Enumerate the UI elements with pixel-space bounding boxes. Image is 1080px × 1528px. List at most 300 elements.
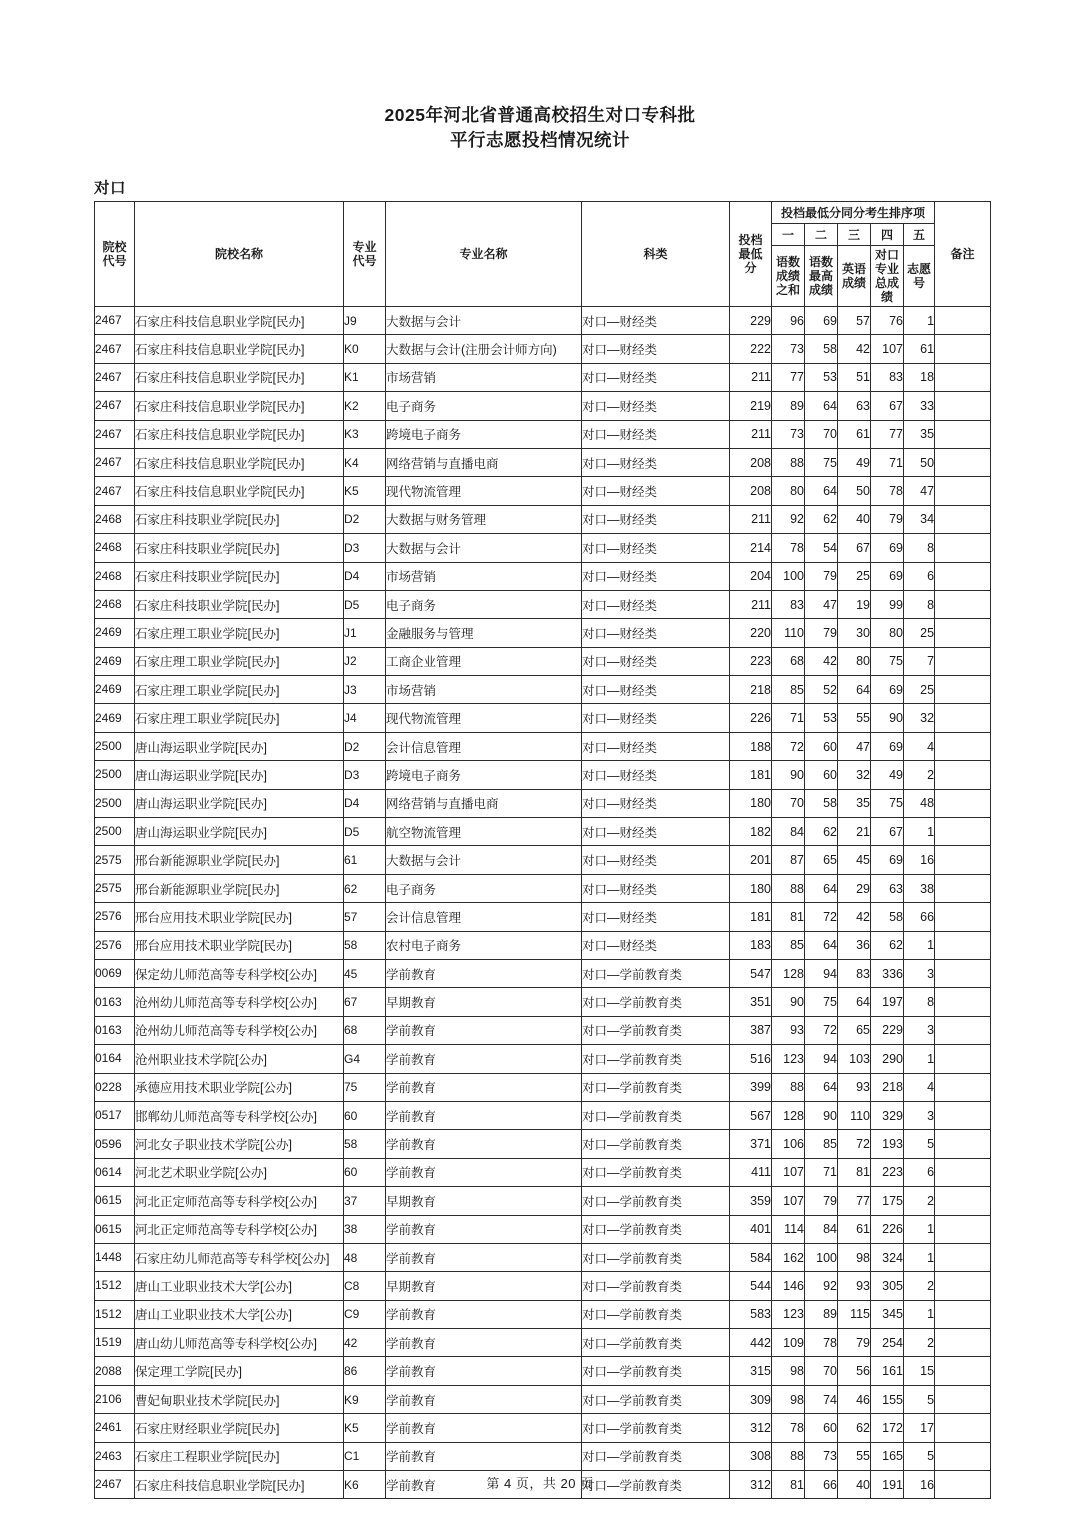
cell-school-name: 石家庄理工职业学院[民办]	[135, 647, 344, 675]
cell-major-name: 大数据与会计	[386, 307, 582, 335]
table-row	[95, 903, 991, 931]
cell-rank-3: 64	[838, 988, 871, 1016]
cell-category: 对口—学前教育类	[582, 1101, 730, 1129]
cell-rank-1: 107	[772, 1158, 805, 1186]
th-rank-1-label: 语数成绩之和	[772, 246, 805, 307]
cell-rank-3: 50	[838, 477, 871, 505]
cell-remark	[935, 761, 991, 789]
cell-rank-3: 55	[838, 1442, 871, 1470]
cell-rank-3: 93	[838, 1073, 871, 1101]
cell-remark	[935, 676, 991, 704]
cell-school-name: 河北正定师范高等专科学校[公办]	[135, 1215, 344, 1243]
cell-rank-2: 54	[805, 534, 838, 562]
cell-remark	[935, 1073, 991, 1101]
cell-rank-4: 329	[871, 1101, 904, 1129]
cell-rank-4: 67	[871, 392, 904, 420]
cell-rank-2: 94	[805, 1045, 838, 1073]
cell-remark	[935, 1187, 991, 1215]
cell-school-name: 石家庄科技职业学院[民办]	[135, 505, 344, 533]
cell-major-name: 学前教育	[386, 1101, 582, 1129]
cell-category: 对口—学前教育类	[582, 1329, 730, 1357]
cell-rank-4: 69	[871, 534, 904, 562]
cell-rank-3: 55	[838, 704, 871, 732]
cell-rank-4: 90	[871, 704, 904, 732]
cell-rank-4: 226	[871, 1215, 904, 1243]
cell-min-score: 544	[730, 1272, 772, 1300]
admission-statistics-table	[94, 201, 991, 1499]
cell-category: 对口—财经类	[582, 846, 730, 874]
cell-category: 对口—财经类	[582, 448, 730, 476]
cell-rank-5: 1	[904, 1243, 935, 1271]
cell-remark	[935, 1016, 991, 1044]
cell-school-code: 0615	[95, 1187, 135, 1215]
cell-major-code: J4	[344, 704, 386, 732]
th-school-code-l1: 院校	[102, 240, 127, 254]
cell-major-code: K4	[344, 448, 386, 476]
cell-min-score: 583	[730, 1300, 772, 1328]
th-school-code	[95, 202, 135, 307]
cell-remark	[935, 874, 991, 902]
cell-rank-4: 324	[871, 1243, 904, 1271]
cell-major-code: 45	[344, 959, 386, 987]
cell-min-score: 547	[730, 959, 772, 987]
cell-category: 对口—学前教育类	[582, 1272, 730, 1300]
cell-remark	[935, 647, 991, 675]
cell-remark	[935, 818, 991, 846]
cell-rank-1: 73	[772, 420, 805, 448]
cell-major-code: C8	[344, 1272, 386, 1300]
cell-rank-4: 77	[871, 420, 904, 448]
cell-rank-4: 165	[871, 1442, 904, 1470]
cell-major-code: J2	[344, 647, 386, 675]
cell-major-name: 学前教育	[386, 1073, 582, 1101]
cell-major-name: 学前教育	[386, 1016, 582, 1044]
cell-min-score: 220	[730, 619, 772, 647]
table-row	[95, 1329, 991, 1357]
cell-rank-3: 72	[838, 1130, 871, 1158]
cell-major-code: 38	[344, 1215, 386, 1243]
cell-major-code: D4	[344, 562, 386, 590]
cell-school-code: 2469	[95, 647, 135, 675]
cell-rank-2: 58	[805, 335, 838, 363]
cell-major-name: 学前教育	[386, 1045, 582, 1073]
cell-major-code: K3	[344, 420, 386, 448]
cell-rank-3: 56	[838, 1357, 871, 1385]
cell-major-name: 学前教育	[386, 1243, 582, 1271]
cell-rank-4: 155	[871, 1385, 904, 1413]
cell-min-score: 214	[730, 534, 772, 562]
cell-category: 对口—财经类	[582, 903, 730, 931]
cell-category: 对口—财经类	[582, 307, 730, 335]
cell-rank-2: 92	[805, 1272, 838, 1300]
cell-remark	[935, 1442, 991, 1470]
table-row	[95, 1187, 991, 1215]
cell-rank-4: 218	[871, 1073, 904, 1101]
cell-rank-1: 106	[772, 1130, 805, 1158]
cell-remark	[935, 1045, 991, 1073]
table-row	[95, 590, 991, 618]
cell-major-name: 网络营销与直播电商	[386, 448, 582, 476]
cell-rank-5: 5	[904, 1130, 935, 1158]
cell-school-name: 石家庄科技信息职业学院[民办]	[135, 363, 344, 391]
cell-major-name: 现代物流管理	[386, 704, 582, 732]
th-school-name: 院校名称	[135, 202, 344, 307]
cell-school-code: 2469	[95, 704, 135, 732]
cell-rank-4: 69	[871, 732, 904, 760]
table-row	[95, 1385, 991, 1413]
cell-major-name: 跨境电子商务	[386, 420, 582, 448]
cell-remark	[935, 903, 991, 931]
cell-rank-2: 60	[805, 1414, 838, 1442]
cell-major-name: 早期教育	[386, 1187, 582, 1215]
cell-major-code: C9	[344, 1300, 386, 1328]
th-min-score	[730, 202, 772, 307]
cell-rank-2: 47	[805, 590, 838, 618]
cell-major-name: 金融服务与管理	[386, 619, 582, 647]
table-row	[95, 1101, 991, 1129]
cell-rank-1: 85	[772, 931, 805, 959]
cell-rank-3: 103	[838, 1045, 871, 1073]
cell-rank-5: 3	[904, 959, 935, 987]
cell-rank-2: 69	[805, 307, 838, 335]
cell-rank-1: 128	[772, 1101, 805, 1129]
cell-school-name: 沧州职业技术学院[公办]	[135, 1045, 344, 1073]
cell-school-code: 2467	[95, 307, 135, 335]
th-rank-5-label: 志愿号	[904, 246, 935, 307]
cell-school-code: 2088	[95, 1357, 135, 1385]
cell-rank-3: 98	[838, 1243, 871, 1271]
cell-school-code: 2500	[95, 818, 135, 846]
cell-category: 对口—财经类	[582, 874, 730, 902]
cell-rank-1: 110	[772, 619, 805, 647]
cell-major-code: 68	[344, 1016, 386, 1044]
cell-rank-1: 90	[772, 988, 805, 1016]
cell-school-code: 2469	[95, 619, 135, 647]
table-row	[95, 789, 991, 817]
cell-category: 对口—财经类	[582, 619, 730, 647]
cell-rank-3: 32	[838, 761, 871, 789]
cell-category: 对口—学前教育类	[582, 1215, 730, 1243]
cell-min-score: 211	[730, 590, 772, 618]
cell-rank-3: 115	[838, 1300, 871, 1328]
cell-major-code: D2	[344, 732, 386, 760]
cell-rank-5: 6	[904, 1158, 935, 1186]
cell-rank-1: 87	[772, 846, 805, 874]
table-row	[95, 534, 991, 562]
cell-category: 对口—学前教育类	[582, 1187, 730, 1215]
cell-min-score: 229	[730, 307, 772, 335]
cell-major-code: D2	[344, 505, 386, 533]
cell-rank-4: 69	[871, 846, 904, 874]
cell-major-name: 早期教育	[386, 1272, 582, 1300]
cell-major-code: K5	[344, 1414, 386, 1442]
cell-school-name: 石家庄科技职业学院[民办]	[135, 590, 344, 618]
cell-min-score: 183	[730, 931, 772, 959]
cell-rank-2: 100	[805, 1243, 838, 1271]
cell-min-score: 180	[730, 874, 772, 902]
cell-major-code: 60	[344, 1158, 386, 1186]
cell-rank-1: 81	[772, 903, 805, 931]
cell-rank-1: 107	[772, 1187, 805, 1215]
cell-rank-3: 110	[838, 1101, 871, 1129]
cell-min-score: 181	[730, 761, 772, 789]
cell-rank-3: 57	[838, 307, 871, 335]
cell-rank-4: 49	[871, 761, 904, 789]
cell-remark	[935, 1414, 991, 1442]
cell-major-code: 75	[344, 1073, 386, 1101]
cell-rank-5: 1	[904, 931, 935, 959]
cell-rank-3: 51	[838, 363, 871, 391]
cell-major-code: D5	[344, 590, 386, 618]
cell-rank-1: 128	[772, 959, 805, 987]
cell-school-code: 2469	[95, 676, 135, 704]
cell-rank-1: 146	[772, 1272, 805, 1300]
cell-major-code: 60	[344, 1101, 386, 1129]
cell-category: 对口—财经类	[582, 818, 730, 846]
cell-school-code: 2500	[95, 761, 135, 789]
table-row	[95, 1045, 991, 1073]
cell-category: 对口—财经类	[582, 931, 730, 959]
cell-category: 对口—学前教育类	[582, 1385, 730, 1413]
cell-min-score: 211	[730, 420, 772, 448]
cell-school-name: 石家庄理工职业学院[民办]	[135, 619, 344, 647]
cell-school-name: 石家庄科技信息职业学院[民办]	[135, 1471, 344, 1499]
cell-remark	[935, 335, 991, 363]
cell-category: 对口—财经类	[582, 590, 730, 618]
cell-rank-3: 19	[838, 590, 871, 618]
cell-school-name: 石家庄财经职业学院[民办]	[135, 1414, 344, 1442]
cell-rank-4: 254	[871, 1329, 904, 1357]
table-row	[95, 363, 991, 391]
cell-school-name: 唐山工业职业技术大学[公办]	[135, 1272, 344, 1300]
cell-rank-4: 76	[871, 307, 904, 335]
cell-rank-2: 75	[805, 988, 838, 1016]
cell-major-name: 大数据与会计	[386, 534, 582, 562]
cell-min-score: 208	[730, 448, 772, 476]
cell-major-code: 37	[344, 1187, 386, 1215]
cell-min-score: 516	[730, 1045, 772, 1073]
cell-rank-3: 49	[838, 448, 871, 476]
table-row	[95, 732, 991, 760]
cell-remark	[935, 590, 991, 618]
cell-rank-2: 60	[805, 761, 838, 789]
cell-school-code: 0164	[95, 1045, 135, 1073]
cell-remark	[935, 448, 991, 476]
cell-rank-5: 66	[904, 903, 935, 931]
cell-school-name: 唐山海运职业学院[民办]	[135, 789, 344, 817]
table-row	[95, 988, 991, 1016]
cell-rank-5: 1	[904, 1045, 935, 1073]
cell-major-code: J1	[344, 619, 386, 647]
cell-remark	[935, 1357, 991, 1385]
cell-rank-4: 193	[871, 1130, 904, 1158]
cell-major-code: 42	[344, 1329, 386, 1357]
cell-major-code: 58	[344, 931, 386, 959]
cell-major-name: 学前教育	[386, 1442, 582, 1470]
cell-rank-1: 73	[772, 335, 805, 363]
cell-rank-5: 15	[904, 1357, 935, 1385]
cell-school-name: 石家庄科技信息职业学院[民办]	[135, 477, 344, 505]
cell-school-code: 2467	[95, 363, 135, 391]
cell-school-name: 邢台新能源职业学院[民办]	[135, 846, 344, 874]
cell-school-name: 邢台新能源职业学院[民办]	[135, 874, 344, 902]
cell-min-score: 442	[730, 1329, 772, 1357]
table-row	[95, 448, 991, 476]
cell-rank-5: 7	[904, 647, 935, 675]
th-rank-2-label: 语数最高成绩	[805, 246, 838, 307]
cell-category: 对口—财经类	[582, 392, 730, 420]
cell-rank-3: 62	[838, 1414, 871, 1442]
cell-category: 对口—财经类	[582, 562, 730, 590]
cell-rank-5: 8	[904, 988, 935, 1016]
cell-category: 对口—财经类	[582, 505, 730, 533]
table-row	[95, 505, 991, 533]
th-major-code-l1: 专业	[352, 240, 377, 254]
cell-remark	[935, 704, 991, 732]
cell-remark	[935, 1130, 991, 1158]
cell-min-score: 182	[730, 818, 772, 846]
cell-rank-3: 30	[838, 619, 871, 647]
cell-rank-4: 336	[871, 959, 904, 987]
cell-rank-5: 8	[904, 534, 935, 562]
cell-major-name: 大数据与财务管理	[386, 505, 582, 533]
cell-rank-3: 29	[838, 874, 871, 902]
cell-major-code: D4	[344, 789, 386, 817]
cell-rank-2: 84	[805, 1215, 838, 1243]
cell-school-name: 石家庄科技信息职业学院[民办]	[135, 448, 344, 476]
cell-remark	[935, 789, 991, 817]
cell-min-score: 399	[730, 1073, 772, 1101]
cell-min-score: 218	[730, 676, 772, 704]
cell-category: 对口—学前教育类	[582, 1243, 730, 1271]
cell-school-name: 石家庄科技职业学院[民办]	[135, 562, 344, 590]
cell-major-code: 86	[344, 1357, 386, 1385]
cell-rank-4: 305	[871, 1272, 904, 1300]
cell-school-code: 1519	[95, 1329, 135, 1357]
cell-rank-3: 79	[838, 1329, 871, 1357]
cell-school-name: 石家庄幼儿师范高等专科学校[公办]	[135, 1243, 344, 1271]
cell-category: 对口—财经类	[582, 732, 730, 760]
table-row	[95, 1073, 991, 1101]
cell-category: 对口—学前教育类	[582, 959, 730, 987]
cell-major-name: 学前教育	[386, 1414, 582, 1442]
cell-school-code: 2467	[95, 392, 135, 420]
cell-rank-5: 2	[904, 1272, 935, 1300]
cell-category: 对口—学前教育类	[582, 1471, 730, 1499]
cell-school-name: 石家庄理工职业学院[民办]	[135, 676, 344, 704]
cell-school-name: 唐山海运职业学院[民办]	[135, 761, 344, 789]
cell-min-score: 567	[730, 1101, 772, 1129]
cell-school-code: 2468	[95, 562, 135, 590]
cell-rank-2: 42	[805, 647, 838, 675]
cell-school-code: 2461	[95, 1414, 135, 1442]
cell-category: 对口—学前教育类	[582, 1130, 730, 1158]
cell-school-code: 2467	[95, 1471, 135, 1499]
cell-major-name: 学前教育	[386, 1158, 582, 1186]
cell-major-name: 早期教育	[386, 988, 582, 1016]
cell-rank-4: 83	[871, 363, 904, 391]
cell-remark	[935, 732, 991, 760]
cell-school-code: 2467	[95, 477, 135, 505]
table-row	[95, 676, 991, 704]
cell-school-name: 河北女子职业技术学院[公办]	[135, 1130, 344, 1158]
cell-remark	[935, 846, 991, 874]
cell-rank-2: 89	[805, 1300, 838, 1328]
th-remark: 备注	[935, 202, 991, 307]
cell-rank-5: 34	[904, 505, 935, 533]
cell-major-name: 大数据与会计	[386, 846, 582, 874]
cell-major-code: K6	[344, 1471, 386, 1499]
table-row	[95, 1158, 991, 1186]
cell-rank-5: 50	[904, 448, 935, 476]
cell-major-name: 学前教育	[386, 1385, 582, 1413]
cell-rank-1: 89	[772, 392, 805, 420]
cell-rank-3: 61	[838, 420, 871, 448]
cell-school-code: 2468	[95, 534, 135, 562]
cell-rank-1: 71	[772, 704, 805, 732]
cell-rank-5: 3	[904, 1016, 935, 1044]
cell-major-name: 网络营销与直播电商	[386, 789, 582, 817]
cell-school-name: 沧州幼儿师范高等专科学校[公办]	[135, 1016, 344, 1044]
cell-category: 对口—学前教育类	[582, 1442, 730, 1470]
cell-rank-4: 107	[871, 335, 904, 363]
cell-school-code: 1512	[95, 1300, 135, 1328]
cell-school-name: 石家庄工程职业学院[民办]	[135, 1442, 344, 1470]
cell-rank-2: 72	[805, 903, 838, 931]
cell-rank-5: 32	[904, 704, 935, 732]
cell-category: 对口—财经类	[582, 534, 730, 562]
cell-major-code: J9	[344, 307, 386, 335]
cell-rank-3: 46	[838, 1385, 871, 1413]
cell-rank-4: 175	[871, 1187, 904, 1215]
cell-rank-3: 61	[838, 1215, 871, 1243]
cell-remark	[935, 1272, 991, 1300]
cell-rank-3: 40	[838, 505, 871, 533]
cell-rank-4: 345	[871, 1300, 904, 1328]
cell-school-name: 石家庄科技信息职业学院[民办]	[135, 392, 344, 420]
cell-rank-3: 67	[838, 534, 871, 562]
cell-rank-2: 64	[805, 1073, 838, 1101]
cell-rank-2: 94	[805, 959, 838, 987]
cell-school-code: 0596	[95, 1130, 135, 1158]
cell-remark	[935, 307, 991, 335]
cell-category: 对口—学前教育类	[582, 1414, 730, 1442]
cell-school-code: 2106	[95, 1385, 135, 1413]
cell-remark	[935, 619, 991, 647]
cell-rank-2: 70	[805, 420, 838, 448]
cell-min-score: 315	[730, 1357, 772, 1385]
cell-rank-3: 36	[838, 931, 871, 959]
cell-major-code: K1	[344, 363, 386, 391]
cell-school-name: 保定幼儿师范高等专科学校[公办]	[135, 959, 344, 987]
cell-category: 对口—学前教育类	[582, 1158, 730, 1186]
cell-rank-3: 47	[838, 732, 871, 760]
table-row	[95, 1130, 991, 1158]
cell-school-name: 沧州幼儿师范高等专科学校[公办]	[135, 988, 344, 1016]
cell-rank-5: 8	[904, 590, 935, 618]
table-row	[95, 1016, 991, 1044]
cell-rank-2: 65	[805, 846, 838, 874]
cell-school-code: 0517	[95, 1101, 135, 1129]
cell-rank-5: 33	[904, 392, 935, 420]
table-row	[95, 761, 991, 789]
cell-category: 对口—财经类	[582, 647, 730, 675]
cell-school-code: 2467	[95, 335, 135, 363]
cell-min-score: 211	[730, 363, 772, 391]
cell-major-code: D3	[344, 534, 386, 562]
cell-rank-2: 58	[805, 789, 838, 817]
cell-remark	[935, 1300, 991, 1328]
